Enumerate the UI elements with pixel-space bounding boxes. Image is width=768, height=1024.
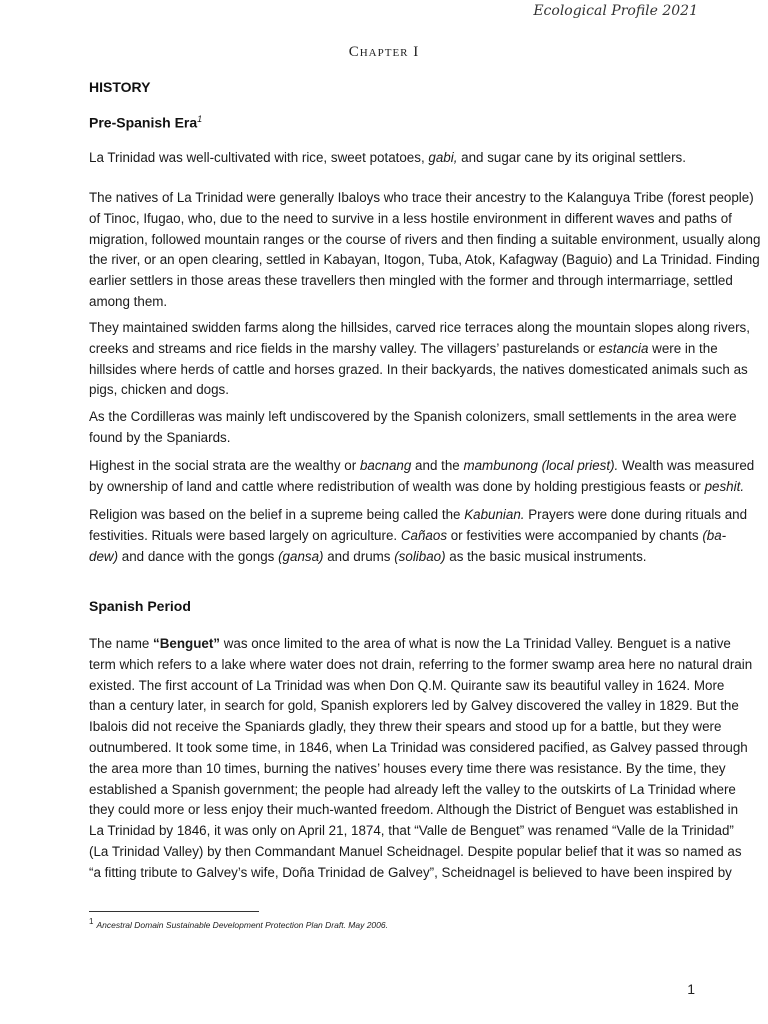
spanish-period-heading: Spanish Period (89, 598, 191, 614)
paragraph (89, 188, 761, 313)
text-line: term which refers to a lake where water does not drain, referring to the former swamp area here no natural drain (89, 656, 753, 672)
paragraph (89, 456, 755, 498)
footnote-number: 1 (89, 917, 94, 926)
text-line: They maintained swidden farms along the hillsides, carved rice terraces along the mountain slopes along rivers, (89, 320, 750, 335)
text-line: creeks and streams and rice fields in the marshy valley. The villagers’ pasturelands or estancia were in the (89, 340, 718, 356)
text-line: The name “Benguet” was once limited to the area of what is now the La Trinidad Valley. Benguet is a native (89, 636, 731, 651)
text-line: The natives of La Trinidad were generally Ibaloys who trace their ancestry to the Kalanguya Tribe (forest people) (89, 190, 754, 205)
footnote-text: Ancestral Domain Sustainable Development Protection Plan Draft. May 2006. (96, 920, 388, 931)
paragraph (89, 634, 753, 884)
text-line: outnumbered. It took some time, in 1846, when La Trinidad was considered pacified, as Galvey passed through (89, 739, 748, 755)
text-line: established a Spanish government; the people had already left the valley to the outskirts of La Trinidad where (89, 781, 736, 797)
text-line: than a century later, in search for gold, Spanish explorers led by Galvey discovered the valley in 1829. But the (89, 698, 739, 714)
footnote-marker: 1 (197, 114, 203, 124)
text-line: Ibalois did not receive the Spaniards gladly, they threw their spears and stood up for a battle, but they were (89, 719, 722, 735)
text-line: they could more or less enjoy their much-wanted freedom. Although the District of Benguet was established in (89, 802, 739, 818)
pre-spanish-heading-text: Pre-Spanish Era (89, 114, 198, 131)
text-line: festivities. Rituals were based largely on agriculture. Cañaos or festivities were accompanied by chants (ba- (89, 527, 727, 543)
text-line: Religion was based on the belief in a supreme being called the Kabunian. Prayers were done during rituals and (89, 507, 748, 522)
chapter-title: Chapter I (348, 44, 420, 60)
text-line: La Trinidad was well-cultivated with rice, sweet potatoes, gabi, and sugar cane by its original settlers. (89, 150, 686, 165)
text-line: dew) and dance with the gongs (gansa) and drums (solibao) as the basic musical instruments. (89, 548, 647, 564)
text-line: La Trinidad by 1846, it was only on April 21, 1874, that “Valle de Benguet” was renamed “Valle de la Trinidad” (89, 823, 734, 839)
text-line: earlier settlers in those areas these travellers then mingled with the former and through intermarriage, settled (89, 273, 733, 289)
pre-spanish-heading (89, 114, 202, 131)
running-header: Ecological Profile 2021 (533, 3, 698, 19)
text-line: existed. The first account of La Trinidad was when Don Q.M. Quirante saw its beautiful valley in 1624. More (89, 677, 725, 693)
text-line: the area more than 10 times, burning the natives’ houses every time there was resistance. By the time, they (89, 760, 726, 776)
footnote (89, 917, 388, 931)
text-line: the river, or an open clearing, settled in Kabayan, Itogon, Tuba, Atok, Kafagway (Baguio) and La Trinidad. Finding (89, 252, 760, 268)
text-line: “a fitting tribute to Galvey’s wife, Doña Trinidad de Galvey”, Scheidnagel is believed to have been inspired by (89, 864, 732, 880)
page-number: 1 (687, 981, 695, 997)
paragraph (89, 318, 750, 401)
text-line: by ownership of land and cattle where redistribution of wealth was done by holding prestigious feasts or peshit. (89, 478, 745, 494)
text-line: among them. (89, 293, 168, 309)
text-line: hillsides where herds of cattle and horses grazed. In their backyards, the natives domesticated animals such as (89, 361, 748, 377)
text-line: As the Cordilleras was mainly left undiscovered by the Spanish colonizers, small settlements in the area were (89, 409, 737, 424)
paragraph (89, 407, 737, 449)
footnote-divider (89, 911, 259, 912)
text-line: found by the Spaniards. (89, 429, 231, 445)
paragraph (89, 505, 748, 567)
text-line: of Tinoc, Ifugao, who, due to the need to survive in a less hostile environment in different waves and paths of (89, 210, 732, 226)
paragraph (89, 148, 697, 169)
text-line: pigs, chicken and dogs. (89, 382, 229, 398)
text-line: Highest in the social strata are the wealthy or bacnang and the mambunong (local priest). Wealth was measured (89, 458, 755, 473)
section-title: HISTORY (89, 79, 151, 95)
text-line: (La Trinidad Valley) by then Commandant Manuel Scheidnagel. Despite popular belief that it was so named as (89, 843, 742, 859)
text-line: migration, followed mountain ranges or the course of rivers and then finding a suitable environment, usually along (89, 231, 761, 247)
